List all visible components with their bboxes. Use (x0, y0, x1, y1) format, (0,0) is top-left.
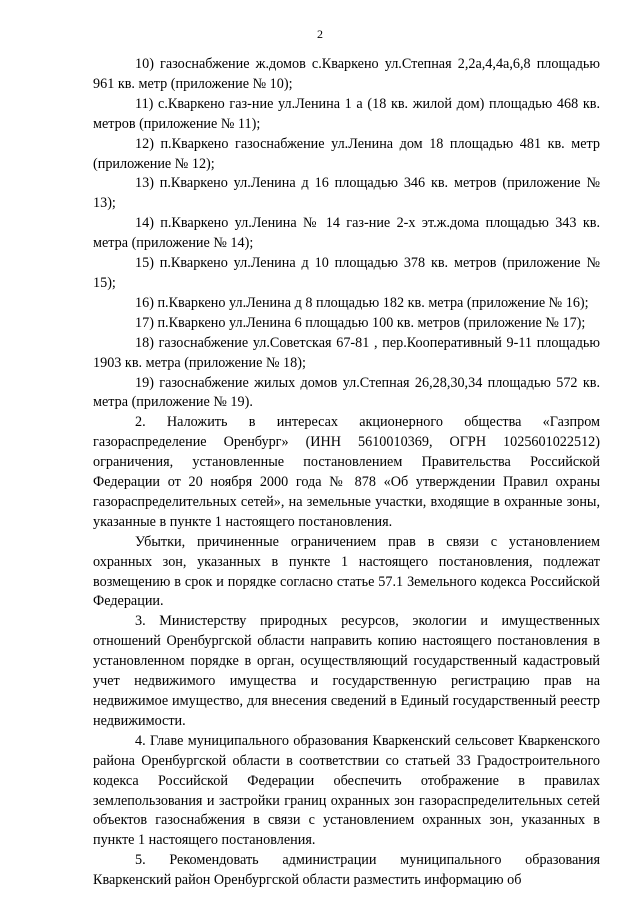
clause-2: 2. Наложить в интересах акционерного общества «Газпром газораспределение Оренбург» (ИНН 5610010369, ОГРН 1025601022512) ограничения, установленные постановлением Правительства Российской Федерации от 20 ноября 2000 года № 878 «Об утверждении Правил охраны газораспределительных сетей», на земельные участки, входящие в охранные зоны, указанные в пункте 1 настоящего постановления. (93, 414, 600, 530)
list-item-17: 17) п.Кваркено ул.Ленина 6 площадью 100 кв. метров (приложение № 17); (135, 314, 586, 331)
list-item-15: 15) п.Кваркено ул.Ленина д 10 площадью 378 кв. метров (приложение № 15); (93, 255, 600, 291)
list-item-12: 12) п.Кваркено газоснабжение ул.Ленина дом 18 площадью 481 кв. метр (приложение № 12); (93, 135, 600, 172)
list-item-10: 10) газоснабжение ж.домов с.Кваркено ул.Степная 2,2а,4,4а,6,8 площадью 961 кв. метр (приложение № 10); (93, 56, 600, 92)
list-item-16: 16) п.Кваркено ул.Ленина д 8 площадью 182 кв. метра (приложение № 16); (135, 294, 589, 311)
list-item-14: 14) п.Кваркено ул.Ленина № 14 газ-ние 2-х эт.ж.дома площадью 343 кв. метра (приложение № 14); (93, 215, 600, 252)
list-item-19: 19) газоснабжение жилых домов ул.Степная 26,28,30,34 площадью 572 кв. метра (приложение № 19). (93, 374, 600, 411)
list-item-13: 13) п.Кваркено ул.Ленина д 16 площадью 346 кв. метров (приложение № 13); (93, 175, 600, 212)
list-item-18: 18) газоснабжение ул.Советская 67-81 , пер.Кооперативный 9-11 площадью 1903 кв. метра (приложение № 18); (93, 334, 600, 371)
clause-2-losses: Убытки, причиненные ограничением прав в связи с установлением охранных зон, указанных в пункте 1 настоящего постановления, подлежат возмещению в срок и порядке согласно статье 57.1 Земельного кодекса Российской Федерации. (93, 533, 600, 610)
list-item-11: 11) с.Кваркено газ-ние ул.Ленина 1 а (18 кв. жилой дом) площадью 468 кв. метров (приложение № 11); (93, 95, 600, 132)
page-number: 2 (317, 27, 323, 41)
clause-5: 5. Рекомендовать администрации муниципального образования Кваркенский район Оренбургской области разместить информацию об (93, 852, 600, 889)
clause-3: 3. Министерству природных ресурсов, экологии и имущественных отношений Оренбургской области направить копию настоящего постановления в установленном порядке в орган, осуществляющий государственный кадастровый учет недвижимого имущества и государственную регистрацию прав на недвижимое имущество, для внесения сведений в Единый государственный реестр недвижимости. (93, 613, 600, 729)
clause-4: 4. Главе муниципального образования Кваркенский сельсовет Кваркенского района Оренбургской области в соответствии со статьей 33 Градостроительного кодекса Российской Федерации обеспечить отображение в правилах землепользования и застройки границ охранных зон газораспределительных сетей объектов газоснабжения в связи с установлением охранных зон, указанных в пункте 1 настоящего постановления. (93, 732, 600, 849)
document-body (93, 55, 600, 891)
